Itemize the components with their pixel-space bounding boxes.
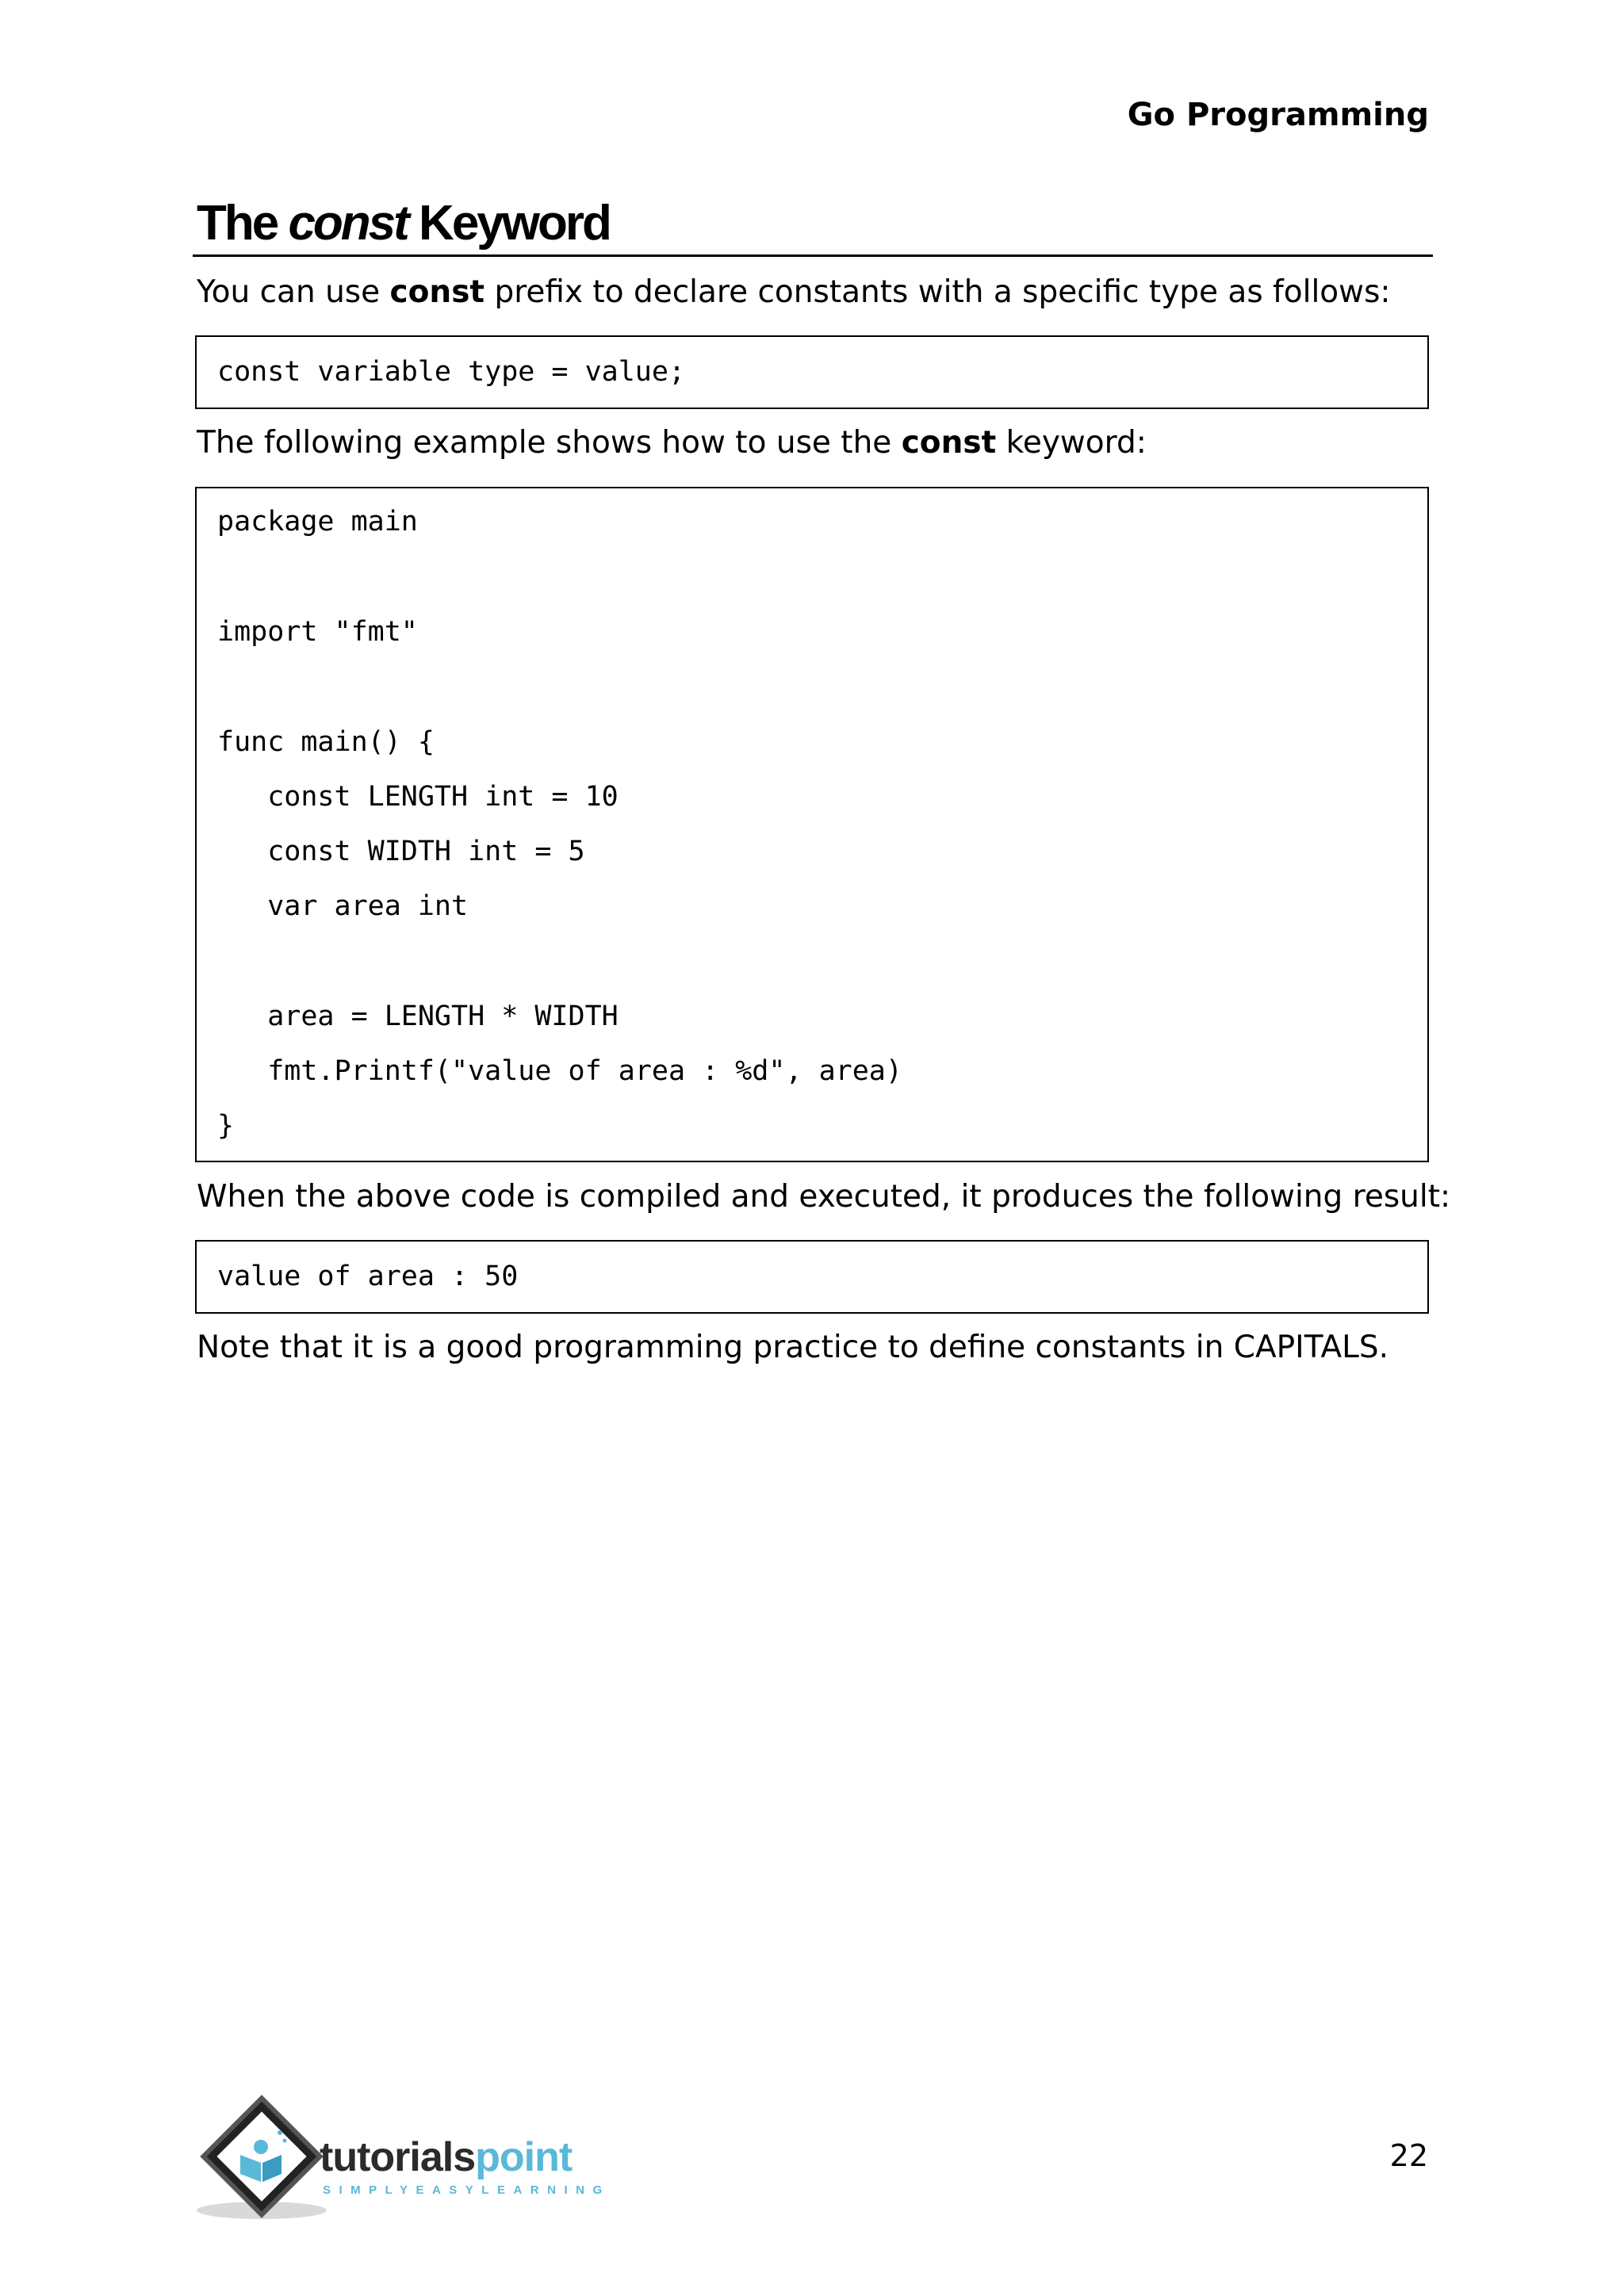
result-code-block (195, 1240, 1429, 1314)
logo-diamond (203, 2098, 320, 2214)
code-line: package main (217, 506, 418, 538)
page-number: 22 (1389, 2138, 1428, 2173)
title-keyword: const (288, 196, 408, 251)
code-line: const LENGTH int = 10 (217, 781, 619, 813)
code-line: value of area : 50 (217, 1261, 519, 1292)
svg-text:tutorialspoint (320, 2134, 573, 2180)
example-intro-text-post: keyword: (996, 425, 1147, 461)
result-intro-paragraph: When the above code is compiled and executed, it produces the following result: (197, 1179, 1451, 1215)
example-intro-text-pre: The following example shows how to use the (197, 425, 902, 461)
title-suffix: Keyword (407, 196, 610, 251)
title-prefix: The (197, 196, 289, 251)
code-line: import "fmt" (217, 616, 418, 648)
intro-text-pre: You can use (197, 274, 390, 310)
example-code-block (195, 487, 1429, 1162)
code-line: } (217, 1110, 235, 1142)
logo-wordmark-main: tutorials (320, 2134, 476, 2180)
section-title (197, 195, 610, 251)
tutorialspoint-logo (193, 2093, 637, 2231)
intro-paragraph (197, 274, 1391, 310)
running-header: Go Programming (1127, 97, 1429, 133)
example-intro-paragraph (197, 425, 1147, 461)
code-line: func main() { (217, 726, 435, 758)
note-paragraph: Note that it is a good programming practice to define constants in CAPITALS. (197, 1330, 1389, 1365)
code-line: area = LENGTH * WIDTH (217, 1001, 619, 1032)
logo-wordmark-accent: point (475, 2134, 573, 2180)
code-line: const variable type = value; (217, 356, 686, 388)
code-line: fmt.Printf("value of area : %d", area) (217, 1055, 902, 1087)
logo-graphic (193, 2093, 637, 2228)
intro-text-post: prefix to declare constants with a specific type as follows: (485, 274, 1391, 310)
example-intro-keyword: const (901, 425, 997, 461)
code-line: var area int (217, 890, 469, 922)
title-underline (193, 254, 1433, 257)
logo-tagline: SIMPLYEASYLEARNING (323, 2183, 611, 2197)
intro-keyword: const (389, 274, 485, 310)
code-line: const WIDTH int = 5 (217, 836, 585, 867)
syntax-code-block (195, 335, 1429, 409)
